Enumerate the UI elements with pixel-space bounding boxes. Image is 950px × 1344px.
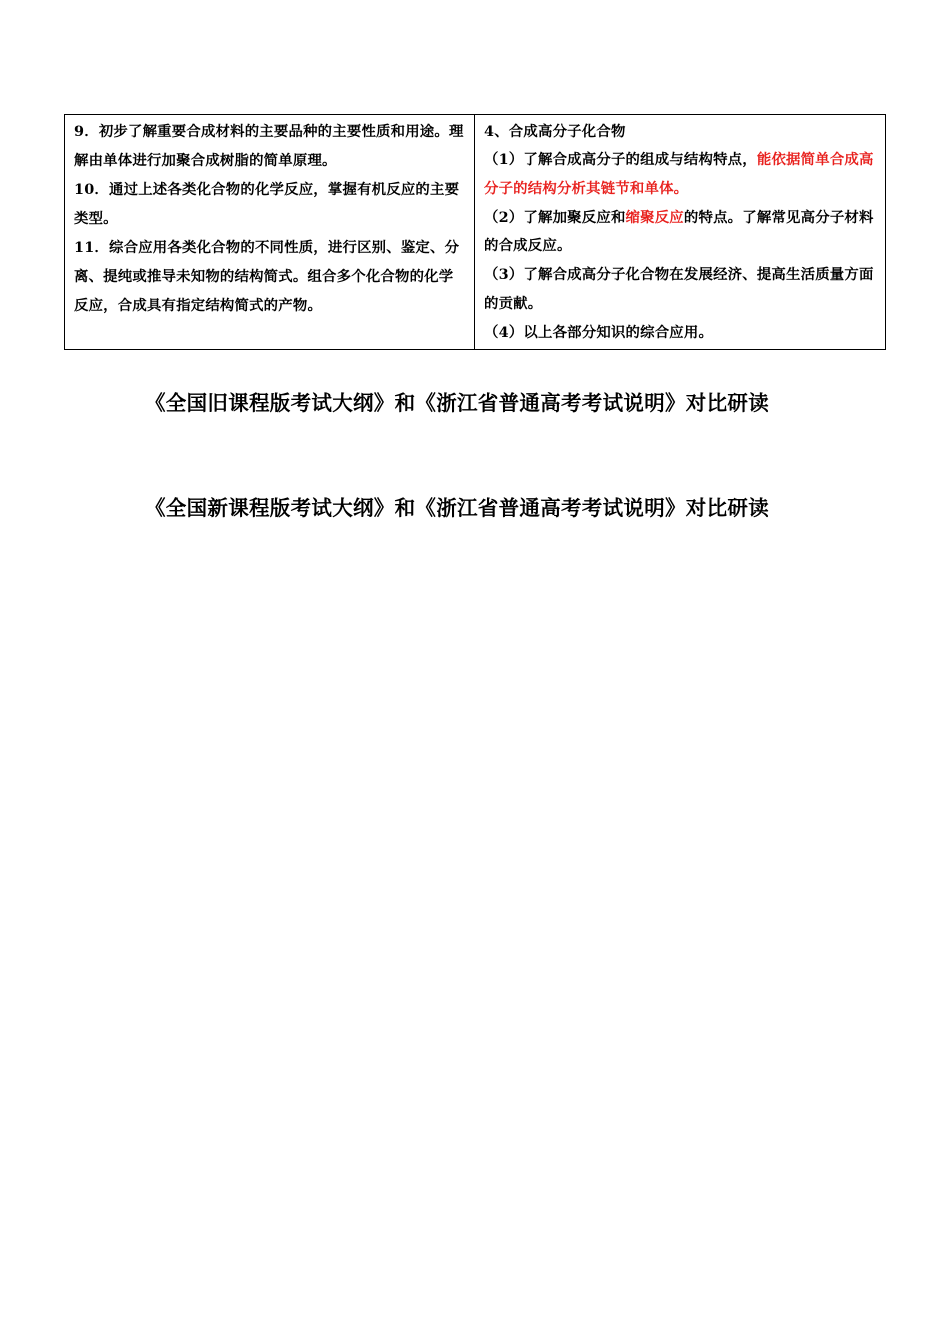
right-item-1-highlight: 能依据简单合成高分子的结构分析其链节和单体。: [484, 151, 874, 197]
right-item-2-text-before: （2）了解加聚反应和: [484, 208, 626, 226]
left-item-11-text: 综合应用各类化合物的不同性质，进行区别、鉴定、分离、提纯或推导未知物的结构简式。组合多个化合物的化学反应，合成具有指定结构简式的产物。: [74, 239, 460, 314]
left-item-11: [74, 233, 466, 320]
left-item-9-number: 9．: [74, 123, 99, 140]
right-item-4: （4）以上各部分知识的综合应用。: [484, 323, 714, 341]
comparison-table: [64, 114, 886, 350]
table-left-cell: [65, 115, 475, 349]
table-right-cell: [475, 115, 885, 349]
heading-old-curriculum: 《全国旧课程版考试大纲》和《浙江省普通高考考试说明》对比研读: [145, 391, 769, 415]
right-item-2: [484, 204, 877, 262]
right-item-1: [484, 146, 877, 204]
left-item-10-number: 10．: [74, 181, 110, 198]
heading-new-curriculum: 《全国新课程版考试大纲》和《浙江省普通高考考试说明》对比研读: [145, 496, 769, 520]
right-item-2-text-after: 的特点。了解常见高分子材料的合成反应。: [484, 208, 874, 255]
left-item-9-text: 初步了解重要合成材料的主要品种的主要性质和用途。理解由单体进行加聚合成树脂的简单原理。: [74, 123, 464, 169]
right-item-3: （3）了解合成高分子化合物在发展经济、提高生活质量方面的贡献。: [484, 266, 874, 312]
right-section-title: 4、合成高分子化合物: [484, 123, 626, 140]
right-item-1-text: （1）了解合成高分子的组成与结构特点，: [484, 151, 757, 168]
right-item-2-highlight: 缩聚反应: [625, 208, 684, 226]
left-item-11-number: 11．: [74, 239, 110, 256]
left-item-10-text: 通过上述各类化合物的化学反应，掌握有机反应的主要类型。: [74, 181, 460, 227]
left-item-10: [74, 175, 466, 233]
left-item-9: [74, 117, 466, 175]
